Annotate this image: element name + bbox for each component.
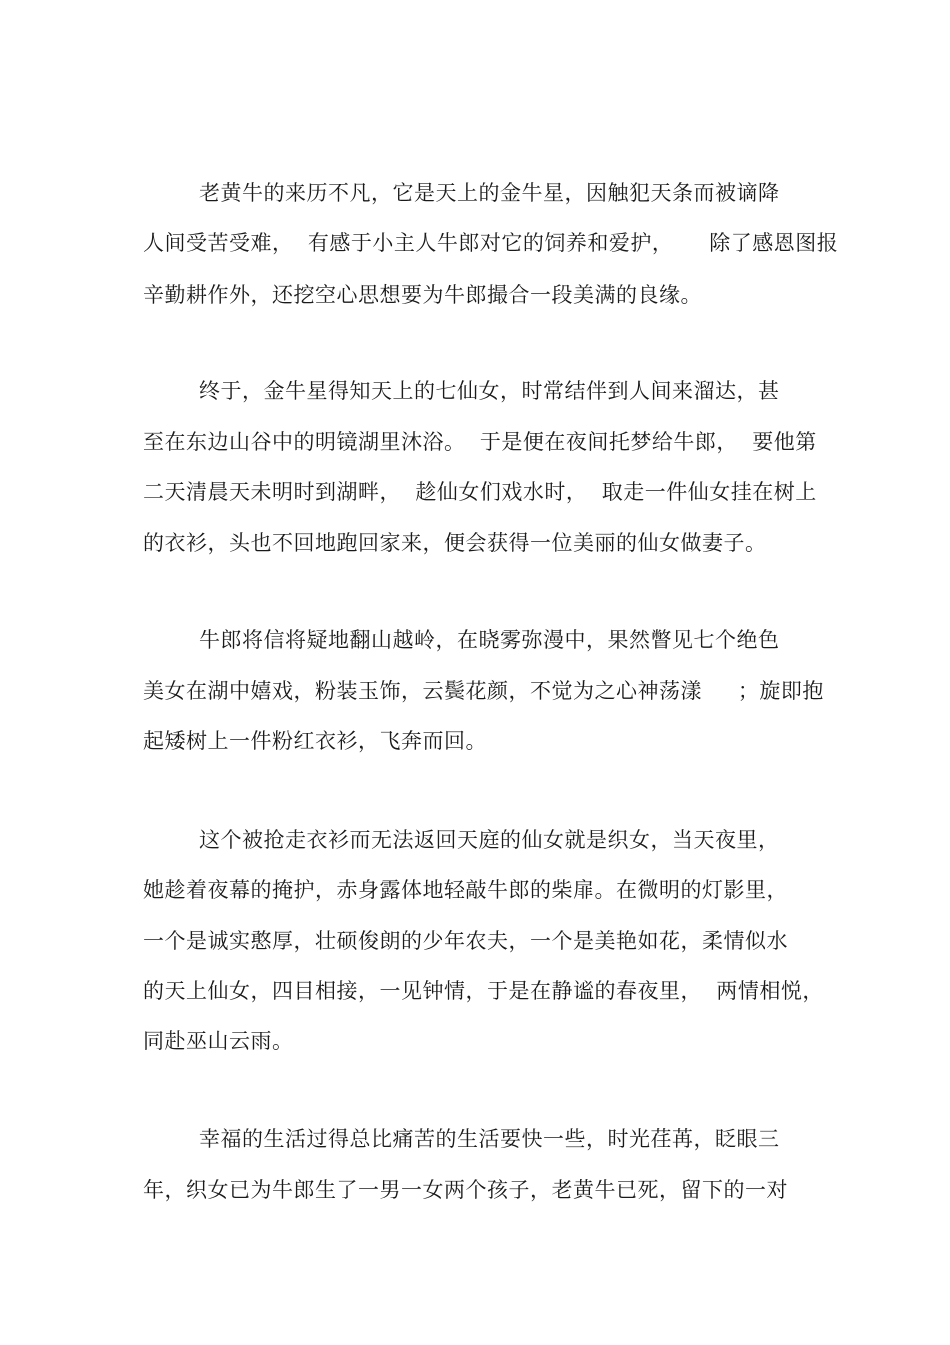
- paragraph-4-line-1: 这个被抢走衣衫而无法返回天庭的仙女就是织女，当天夜里，: [199, 828, 780, 852]
- paragraph-4-line-2: 她趁着夜幕的掩护，赤身露体地轻敲牛郎的柴扉。在微明的灯影里，: [143, 878, 788, 902]
- paragraph-4-line-5: 同赴巫山云雨。: [143, 1029, 294, 1053]
- paragraph-1-line-2: 人间受苦受难， 有感于小主人牛郎对它的饲养和爱护， 除了感恩图报: [143, 231, 839, 255]
- paragraph-5-line-2: 年，织女已为牛郎生了一男一女两个孩子，老黄牛已死，留下的一对: [143, 1178, 788, 1202]
- paragraph-2-line-2: 至在东边山谷中的明镜湖里沐浴。 于是便在夜间托梦给牛郎， 要他第: [143, 430, 817, 454]
- paragraph-2-line-1: 终于，金牛星得知天上的七仙女，时常结伴到人间来溜达，甚: [199, 379, 780, 403]
- paragraph-3-line-1: 牛郎将信将疑地翻山越岭，在晓雾弥漫中，果然瞥见七个绝色: [199, 628, 780, 652]
- paragraph-2-line-4: 的衣衫，头也不回地跑回家来，便会获得一位美丽的仙女做妻子。: [143, 531, 767, 555]
- paragraph-1-line-1: 老黄牛的来历不凡，它是天上的金牛星，因触犯天条而被谪降: [199, 181, 780, 205]
- paragraph-3-line-3: 起矮树上一件粉红衣衫，飞奔而回。: [143, 729, 487, 753]
- paragraph-2-line-3: 二天清晨天未明时到湖畔， 趁仙女们戏水时， 取走一件仙女挂在树上: [143, 480, 817, 504]
- paragraph-1-line-3: 辛勤耕作外，还挖空心思想要为牛郎撮合一段美满的良缘。: [143, 283, 702, 307]
- paragraph-3-line-2: 美女在湖中嬉戏，粉装玉饰，云鬓花颜，不觉为之心神荡漾 ；旋即抱: [143, 679, 824, 703]
- paragraph-4-line-4: 的天上仙女，四目相接，一见钟情，于是在静谧的春夜里， 两情相悦，: [143, 979, 824, 1003]
- paragraph-4-line-3: 一个是诚实憨厚，壮硕俊朗的少年农夫，一个是美艳如花，柔情似水: [143, 929, 788, 953]
- paragraph-5-line-1: 幸福的生活过得总比痛苦的生活要快一些，时光荏苒，眨眼三: [199, 1127, 780, 1151]
